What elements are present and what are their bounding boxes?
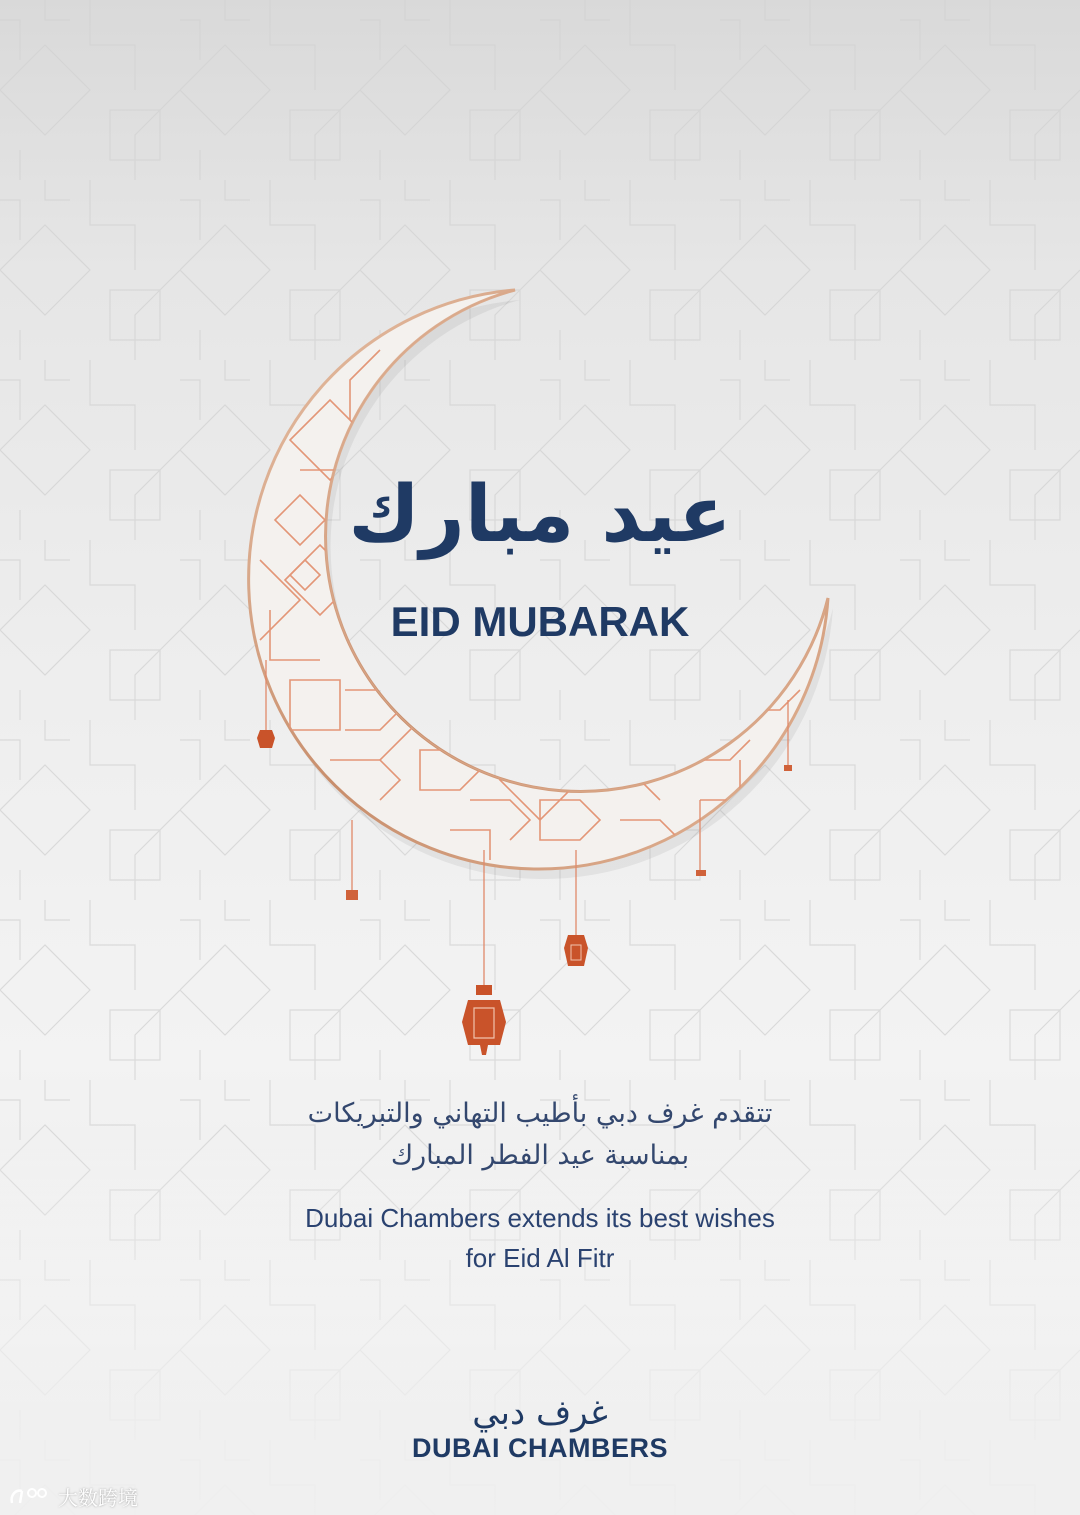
- lantern-icon: [462, 985, 506, 1055]
- eid-mubarak-title: EID MUBARAK: [390, 598, 690, 645]
- watermark: [8, 1482, 138, 1511]
- english-message-line-1: Dubai Chambers extends its best wishes: [305, 1203, 775, 1233]
- watermark-logo-icon: [8, 1485, 54, 1509]
- arabic-calligraphy-title: عيد مبارك: [348, 470, 732, 560]
- lantern-icon: [257, 730, 275, 748]
- english-message-line-2: for Eid Al Fitr: [465, 1243, 615, 1273]
- lantern-icon: [564, 935, 588, 966]
- logo-english: DUBAI CHAMBERS: [412, 1433, 668, 1463]
- arabic-message-line-2: بمناسبة عيد الفطر المبارك: [390, 1140, 690, 1171]
- watermark-text: 大数跨境: [58, 1486, 138, 1510]
- arabic-message-line-1: تتقدم غرف دبي بأطيب التهاني والتبريكات: [307, 1098, 773, 1129]
- logo-arabic: غرف دبي: [472, 1393, 608, 1433]
